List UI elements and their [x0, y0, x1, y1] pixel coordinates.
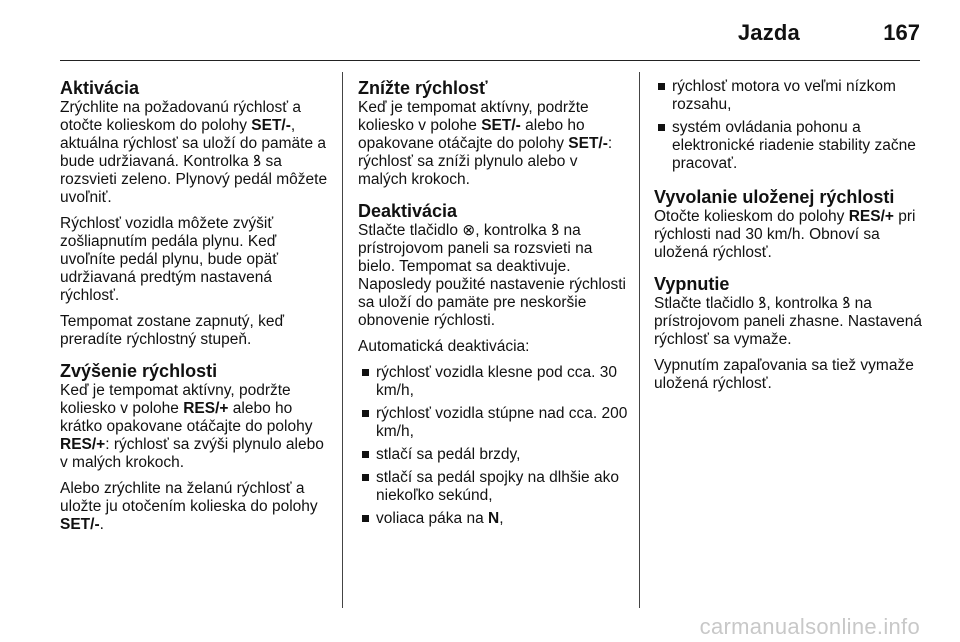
text-run: voliaca páka na	[376, 510, 489, 527]
section-resume-speed	[654, 187, 926, 262]
paragraph	[60, 99, 332, 207]
section-switch-off	[654, 274, 926, 393]
text-run: na prístrojovom paneli sa rozsvieti na bielo. Tempomat sa deaktivuje. Naposledy použité nastavenie rýchlosti sa uloží do pamäte pre neskoršie obnovenie rýchlosti.	[358, 222, 626, 329]
bold-term: SET/-	[568, 135, 608, 152]
paragraph	[654, 295, 926, 349]
section-deactivation	[358, 201, 628, 528]
bold-term: RES/+	[60, 436, 106, 453]
list-item: stlačí sa pedál spojky na dlhšie ako niekoľko sekúnd,	[358, 469, 628, 505]
bold-term: SET/-	[60, 516, 100, 533]
paragraph: Tempomat zostane zapnutý, keď preradíte rýchlostný stupeň.	[60, 313, 285, 348]
section-increase-speed	[60, 361, 332, 534]
text-run: Keď je tempomat aktívny, podržte koliesko v polohe	[358, 99, 589, 134]
paragraph	[358, 222, 628, 330]
text-run: , kontrolka	[766, 295, 843, 312]
bold-term: SET/-	[251, 117, 291, 134]
watermark: carmanualsonline.info	[699, 614, 920, 639]
list-item	[358, 510, 628, 528]
auto-deactivation-list-continued	[654, 78, 926, 173]
section-heading: Znížte rýchlosť	[358, 78, 488, 98]
paragraph	[358, 99, 628, 189]
text-run: Keď je tempomat aktívny, podržte koliesko v polohe	[60, 382, 291, 417]
text-run: ,	[499, 510, 504, 527]
column-divider-2	[639, 72, 640, 608]
paragraph: Automatická deaktivácia:	[358, 338, 530, 355]
cruise-control-icon: ꝸ	[253, 153, 262, 170]
header-divider	[60, 60, 920, 61]
bold-term: N	[488, 510, 500, 527]
bold-term: RES/+	[848, 208, 894, 225]
text-run: Zrýchlite na požadovanú rýchlosť a otočte kolieskom do polohy	[60, 99, 302, 134]
text-run: alebo ho krátko opakovane otáčajte do polohy	[60, 400, 313, 435]
paragraph	[654, 208, 926, 262]
list-item: systém ovládania pohonu a elektronické riadenie stability začne pracovať.	[654, 119, 926, 173]
bold-term: RES/+	[183, 400, 229, 417]
list-item: rýchlosť vozidla stúpne nad cca. 200 km/h,	[358, 405, 628, 441]
text-run: na prístrojovom paneli zhasne. Nastavená rýchlosť sa vymaže.	[654, 295, 922, 348]
text-run: alebo ho opakovane otáčajte do polohy	[358, 117, 585, 152]
text-run: pri rýchlosti nad 30 km/h. Obnoví sa uložená rýchlosť.	[654, 208, 916, 261]
paragraph	[60, 382, 332, 472]
cruise-control-icon: ꝸ	[758, 295, 767, 312]
section-activation	[60, 78, 332, 349]
running-header-title: Jazda	[737, 20, 800, 45]
text-run: Stlačte tlačidlo	[358, 222, 463, 239]
section-heading: Aktivácia	[60, 78, 140, 98]
list-item: stlačí sa pedál brzdy,	[358, 446, 628, 464]
text-run: Alebo zrýchlite na želanú rýchlosť a uložte ju otočením kolieska do polohy	[60, 480, 318, 515]
text-run: , kontrolka	[475, 222, 552, 239]
paragraph: Vypnutím zapaľovania sa tiež vymaže uložená rýchlosť.	[654, 357, 914, 392]
section-heading: Deaktivácia	[358, 201, 458, 221]
column-3	[654, 78, 926, 405]
column-divider-1	[342, 72, 343, 608]
text-run: .	[99, 516, 104, 533]
text-run: Otočte kolieskom do polohy	[654, 208, 849, 225]
column-1	[60, 78, 332, 546]
text-run: Stlačte tlačidlo	[654, 295, 759, 312]
list-item: rýchlosť motora vo veľmi nízkom rozsahu,	[654, 78, 926, 114]
text-run: : rýchlosť sa zvýši plynulo alebo v malých krokoch.	[60, 436, 324, 471]
section-decrease-speed	[358, 78, 628, 189]
paragraph: Rýchlosť vozidla môžete zvýšiť zošliapnutím pedála plynu. Keď uvoľníte pedál plynu, bude opäť udržiavaná predtým nastavená rýchlosť.	[60, 215, 279, 304]
cancel-button-icon: ⊗	[462, 222, 476, 239]
bold-term: SET/-	[481, 117, 521, 134]
section-heading: Zvýšenie rýchlosti	[60, 361, 218, 381]
cruise-control-icon: ꝸ	[551, 222, 560, 239]
column-2	[358, 78, 628, 540]
list-item: rýchlosť vozidla klesne pod cca. 30 km/h,	[358, 364, 628, 400]
page-number: 167	[883, 20, 920, 45]
text-run: , aktuálna rýchlosť sa uloží do pamäte a bude udržiavaná. Kontrolka	[60, 117, 327, 170]
text-run: sa rozsvieti zeleno. Plynový pedál môžete uvoľniť.	[60, 153, 328, 206]
section-heading: Vypnutie	[654, 274, 730, 294]
auto-deactivation-list	[358, 364, 628, 528]
cruise-control-icon: ꝸ	[842, 295, 851, 312]
text-run: : rýchlosť sa zníži plynulo alebo v malých krokoch.	[358, 135, 613, 188]
section-heading: Vyvolanie uloženej rýchlosti	[654, 187, 895, 207]
paragraph	[60, 480, 332, 534]
